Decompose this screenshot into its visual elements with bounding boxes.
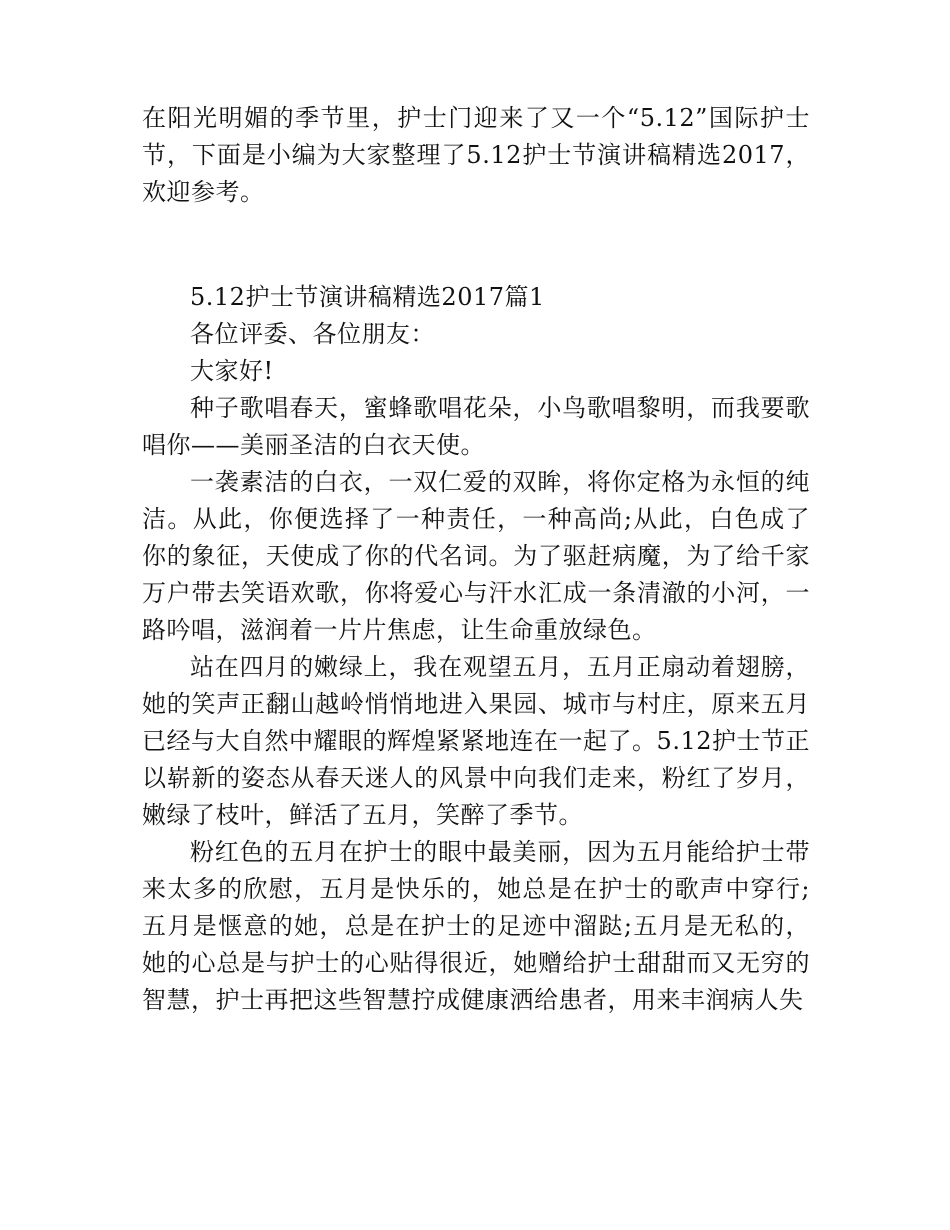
article <box>142 279 810 1019</box>
body-paragraph: 站在四月的嫩绿上，我在观望五月，五月正扇动着翅膀，她的笑声正翻山越岭悄悄地进入果园、城市与村庄，原来五月已经与大自然中耀眼的辉煌紧紧地连在一起了。5.12护士节正以崭新的姿态从春天迷人的风景中向我们走来，粉红了岁月，嫩绿了枝叶，鲜活了五月，笑醉了季节。 <box>142 653 810 829</box>
document-page <box>142 100 810 1019</box>
intro-paragraph: 在阳光明媚的季节里，护士门迎来了又一个“5.12”国际护士节，下面是小编为大家整理了5.12护士节演讲稿精选2017，欢迎参考。 <box>142 104 810 206</box>
greeting: 大家好! <box>190 357 274 385</box>
body-paragraph: 粉红色的五月在护士的眼中最美丽，因为五月能给护士带来太多的欣慰，五月是快乐的，她总是在护士的歌声中穿行;五月是惬意的她，总是在护士的足迹中溜跶;五月是无私的，她的心总是与护士的心贴得很近，她赠给护士甜甜而又无穷的智慧，护士再把这些智慧拧成健康洒给患者，用来丰润病人失 <box>142 838 810 1014</box>
body-paragraph: 一袭素洁的白衣，一双仁爱的双眸，将你定格为永恒的纯洁。从此，你便选择了一种责任，一种高尚;从此，白色成了你的象征，天使成了你的代名词。为了驱赶病魔，为了给千家万户带去笑语欢歌，你将爱心与汗水汇成一条清澈的小河，一路吟唱，滋润着一片片焦虑，让生命重放绿色。 <box>142 468 810 644</box>
salutation: 各位评委、各位朋友： <box>190 320 435 348</box>
body-paragraph: 种子歌唱春天，蜜蜂歌唱花朵，小鸟歌唱黎明，而我要歌唱你——美丽圣洁的白衣天使。 <box>142 394 810 459</box>
article-heading: 5.12护士节演讲稿精选2017篇1 <box>190 283 545 311</box>
